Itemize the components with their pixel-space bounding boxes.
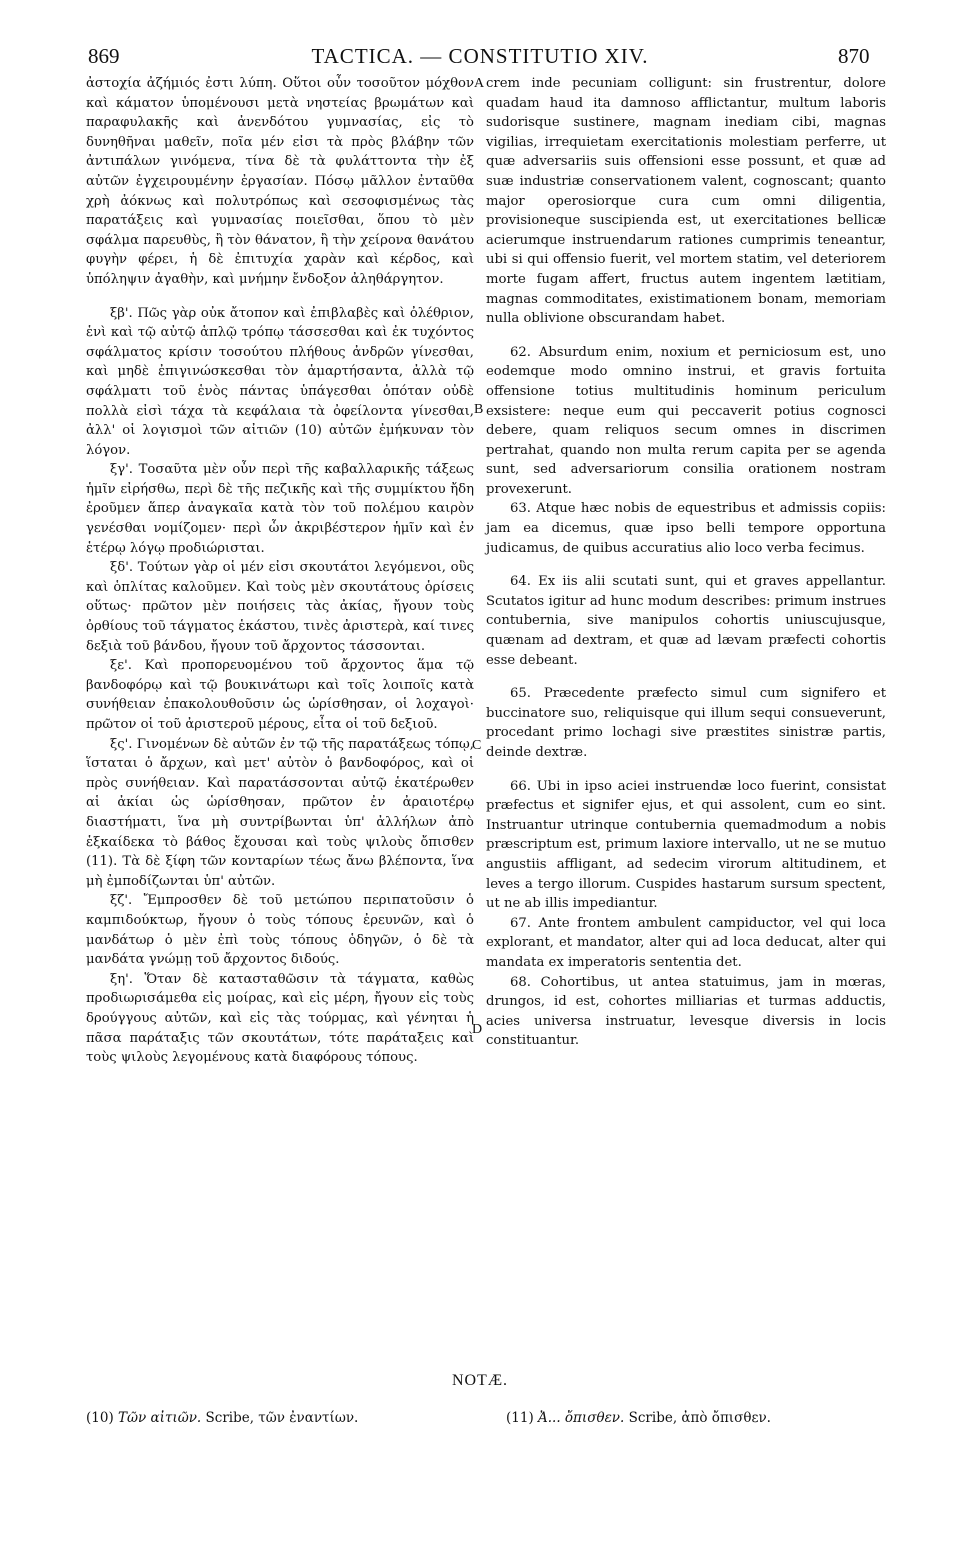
- page-number-right: 870: [838, 44, 870, 68]
- latin-paragraph: 62. Absurdum enim, noxium et perniciosum est, uno eodemque modo omnino instrui, et gravis fortuita offensione totius multitudinis hominum periculum exsistere: neque eum qui peccaverit potius cognosci debere, quam reliquos secum omnes in discrimen pertrahat, quando non multa rerum capita per se agenda sunt, sed adversariorum consilia orationem nostram provexerunt.: [486, 344, 886, 497]
- latin-paragraph: 67. Ante frontem ambulent campiductor, vel qui loca explorant, et mandator, alter qui ad loca deducat, alter qui mandata ex imperatoris sententia det.: [486, 915, 886, 970]
- latin-paragraph: 64. Ex iis alii scutati sunt, qui et graves appellantur. Scutatos igitur ad hunc modum describes: primum instrues contubernia, sive manipulos cohortis uniuscujusque, quænam ad dextram, et quæ ad lævam præfecti cohortis esse debeant.: [486, 574, 886, 668]
- footnote-text: Scribe, ἀπὸ ὄπισθεν.: [628, 1410, 771, 1426]
- footnote-text: Scribe, τῶν ἐναντίων.: [205, 1410, 359, 1426]
- margin-marker-d: D: [472, 1022, 483, 1037]
- greek-paragraph: ξδ'. Τούτων γὰρ οἱ μέν εἰσι σκουτάτοι λεγόμενοι, οὓς καὶ ὁπλίτας καλοῦμεν. Καὶ τοὺς μὲν σκουτάτους ὁρίσεις οὕτως· πρῶτον μὲν ποιήσεις τὰς ἀκίας, ἤγουν τοὺς ὀρθίους τοῦ τάγματος ἑκάστου, τινὲς ἀριστερὰ, καί τινες δεξιὰ τοῦ βάνδου, ἤγουν τοῦ ἄρχοντος τάσσονται.: [86, 560, 474, 654]
- margin-marker-a: A: [474, 76, 485, 91]
- footnote-ref: (11): [506, 1410, 534, 1426]
- footnote-lemma: Τῶν αἰτιῶν.: [118, 1410, 202, 1426]
- running-title: TACTICA. — CONSTITUTIO XIV.: [311, 44, 649, 68]
- greek-paragraph: ξη'. Ὅταν δὲ κατασταθῶσιν τὰ τάγματα, καθὼς προδιωρισάμεθα εἰς μοίρας, καὶ εἰς μέρη, ἤγουν εἰς τοὺς δρούγγους αὐτῶν, καὶ εἰς τὰς τούρμας, καὶ γένηται ἡ πᾶσα παράταξις τῶν σκουτάτων, τότε παράταξεις καὶ τοὺς ψιλοὺς λεγομένους κατὰ διαφόρους τόπους.: [86, 971, 474, 1066]
- latin-paragraph: 66. Ubi in ipso aciei instruendæ loco fuerint, consistat præfectus et signifer ejus, et qui assolent, cum eo sint. Instruantur utrinque contubernia quemadmodum a nobis præscriptum est, primum laxiore intervallo, ut ne se mutuo angustiis affligant, ad sedecim virorum altitudinem, et leves a tergo illorum. Cuspides hastarum sursum spectent, ut ne ab illis impediantur.: [486, 778, 886, 912]
- greek-paragraph: ξς'. Γινομένων δὲ αὐτῶν ἐν τῷ τῆς παρατάξεως τόπῳ, ἵσταται ὁ ἄρχων, καὶ μετ' αὐτὸν ὁ βανδοφόρος, καὶ οἱ πρὸς συνήθειαν. Καὶ παρατάσσονται αὐτῷ ἑκατέρωθεν αἱ ἀκίαι ὡς ὡρίσθησαν, πρῶτον ἐν ἀραιοτέρῳ διαστήματι, ἵνα μὴ συντρίβωνται ὑπ' ἀλλήλων ἀπὸ ἑξκαίδεκα τὸ βάθος ἔχουσαι καὶ τοὺς ψιλοὺς ὄπισθεν (11). Τὰ δὲ ξίφη τῶν κονταρίων τέως ἄνω βλέποντα, ἵνα μὴ ἐμποδίζωνται ὑπ' αὐτῶν.: [86, 736, 474, 889]
- margin-marker-b: B: [474, 402, 484, 417]
- latin-paragraph: crem inde pecuniam colligunt: sin frustrentur, dolore quadam haud ita damnoso afflictantur, multum laboris sudorisque sustinere, magnam inediam cibi, magnas vigilias, irrequietam exercitationis molestiam perferre, ut quæ adversariis suis offensioni esse possunt, et quæ ad suæ industriæ conservationem valent, cognoscant; quanto major operosiorque cura cum omni diligentia, provisioneque suscipienda est, ut exercitationes bellicæ acierumque instruendarum rationes cumprimis teneantur, ubi si qui offensio fuerit, vel mortem statim, vel deteriorem morte fugam affert, fructus autem ingentem lætitiam, magnas commoditates, existimationem bonam, memoriam nulla oblivione obscurandam habet.: [486, 76, 886, 327]
- footnote-11: [506, 1410, 771, 1426]
- page-number-left: 869: [88, 44, 120, 68]
- greek-paragraph: ἀστοχία ἀζήμιός ἐστι λύπη. Οὕτοι οὖν τοσοῦτον μόχθον καὶ κάματον ὑπομένουσι μετὰ νηστείας βρωμάτων καὶ παραφυλακῆς καὶ ἀνενδότου γυμνασίας, εἰς τὸ δυνηθῆναι μαθεῖν, ποῖα μέν εἰσι τὰ πρὸς βλάβην τῶν ἀντιπάλων γινόμενα, τίνα δὲ τὰ φυλάττοντα τὴν ἐξ αὐτῶν ἐγχειρουμένην ἐργασίαν. Πόσῳ μᾶλλον ἐνταῦθα χρὴ ἀόκνως καὶ πολυτρόπως καὶ σεσοφισμένως τὰς παρατάξεις καὶ γυμνασίας ποιεῖσθαι, ὅπου τὸ μὲν σφάλμα παρευθὺς, ἢ τὸν θάνατον, ἢ τὴν χείρονα θανάτου φυγὴν φέρει, ἡ δὲ ἐπιτυχία χαρὰν καὶ κέρδος, καὶ ὑπόληψιν ἀγαθὴν, καὶ μνήμην ἔνδοξον ἀληθάργητον.: [86, 76, 474, 287]
- greek-column: [86, 74, 474, 1068]
- greek-paragraph: ξζ'. Ἔμπροσθεν δὲ τοῦ μετώπου περιπατοῦσιν ὁ καμπιδούκτωρ, ἤγουν ὁ τοὺς τόπους ἐρευνῶν, καὶ ὁ μανδάτωρ ὁ μὲν ἐπὶ τοὺς τόπους ὁδηγῶν, ὁ δὲ τὰ μανδάτα γνώμῃ τοῦ ἄρχοντος διδούς.: [86, 893, 474, 968]
- greek-paragraph: ξγ'. Τοσαῦτα μὲν οὖν περὶ τῆς καβαλλαρικῆς τάξεως ἡμῖν εἰρήσθω, περὶ δὲ τῆς πεζικῆς καὶ τῆς συμμίκτου ἤδη ἐροῦμεν ἅπερ ἀναγκαῖα κατὰ τὸν τοῦ πολέμου καιρὸν γενέσθαι νομίζομεν· περὶ ὧν ἀκριβέστερον ἡμῖν καὶ ἐν ἑτέρῳ λόγῳ προδιώρισται.: [86, 462, 474, 556]
- greek-paragraph: ξε'. Καὶ προπορευομένου τοῦ ἄρχοντος ἅμα τῷ βανδοφόρῳ καὶ τῷ βουκινάτωρι καὶ τοῖς λοιποῖς κατὰ συνήθειαν ἐπακολουθοῦσιν ὡς ὡρίσθησαν, οἱ λοχαγοὶ· πρῶτον οἱ τοῦ ἀριστεροῦ μέρους, εἶτα οἱ τοῦ δεξιοῦ.: [86, 658, 474, 732]
- greek-paragraph: ξβ'. Πῶς γὰρ οὐκ ἄτοπον καὶ ἐπιβλαβὲς καὶ ὀλέθριον, ἑνὶ καὶ τῷ αὐτῷ ἁπλῷ τρόπῳ τάσσεσθαι καὶ ἐκ τυχόντος σφάλματος κρίσιν τοσούτου πλήθους ἀνδρῶν γίνεσθαι, καὶ μηδὲ ἐπιγινώσκεσθαι τὸν ἁμαρτήσαντα, ἀλλὰ τῷ σφάλματι τοῦ ἑνὸς πάντας ὑπάγεσθαι ὁπόταν οὐδὲ πολλὰ εἰσὶ τάχα τὰ κεφάλαια τὰ ὀφείλοντα γίνεσθαι, ἀλλ' οἱ λογισμοὶ τῶν αἰτιῶν (10) αὐτῶν ἐμήκυναν τὸν λόγον.: [86, 305, 474, 458]
- latin-paragraph: 68. Cohortibus, ut antea statuimus, jam in mœras, drungos, id est, cohortes milliarias et turmas adductis, acies universa instruatur, levesque diversis in locis constituantur.: [486, 974, 886, 1049]
- footnote-ref: (10): [86, 1410, 114, 1426]
- latin-paragraph: 65. Præcedente præfecto simul cum signifero et buccinatore suo, reliquisque qui illum sequi consueverunt, procedant primo lochagi sive præstites sinistræ partis, deinde dextræ.: [486, 686, 886, 760]
- latin-column: [486, 74, 886, 1051]
- footnote-10: [86, 1410, 358, 1426]
- footnote-lemma: Ἀ... ὄπισθεν.: [538, 1410, 625, 1426]
- notes-heading: NOTÆ.: [451, 1372, 509, 1389]
- margin-marker-c: C: [472, 738, 482, 753]
- latin-paragraph: 63. Atque hæc nobis de equestribus et admissis copiis: jam ea dicemus, quæ ipso belli tempore opportuna judicamus, de quibus accuratius alio loco verba fecimus.: [486, 501, 886, 556]
